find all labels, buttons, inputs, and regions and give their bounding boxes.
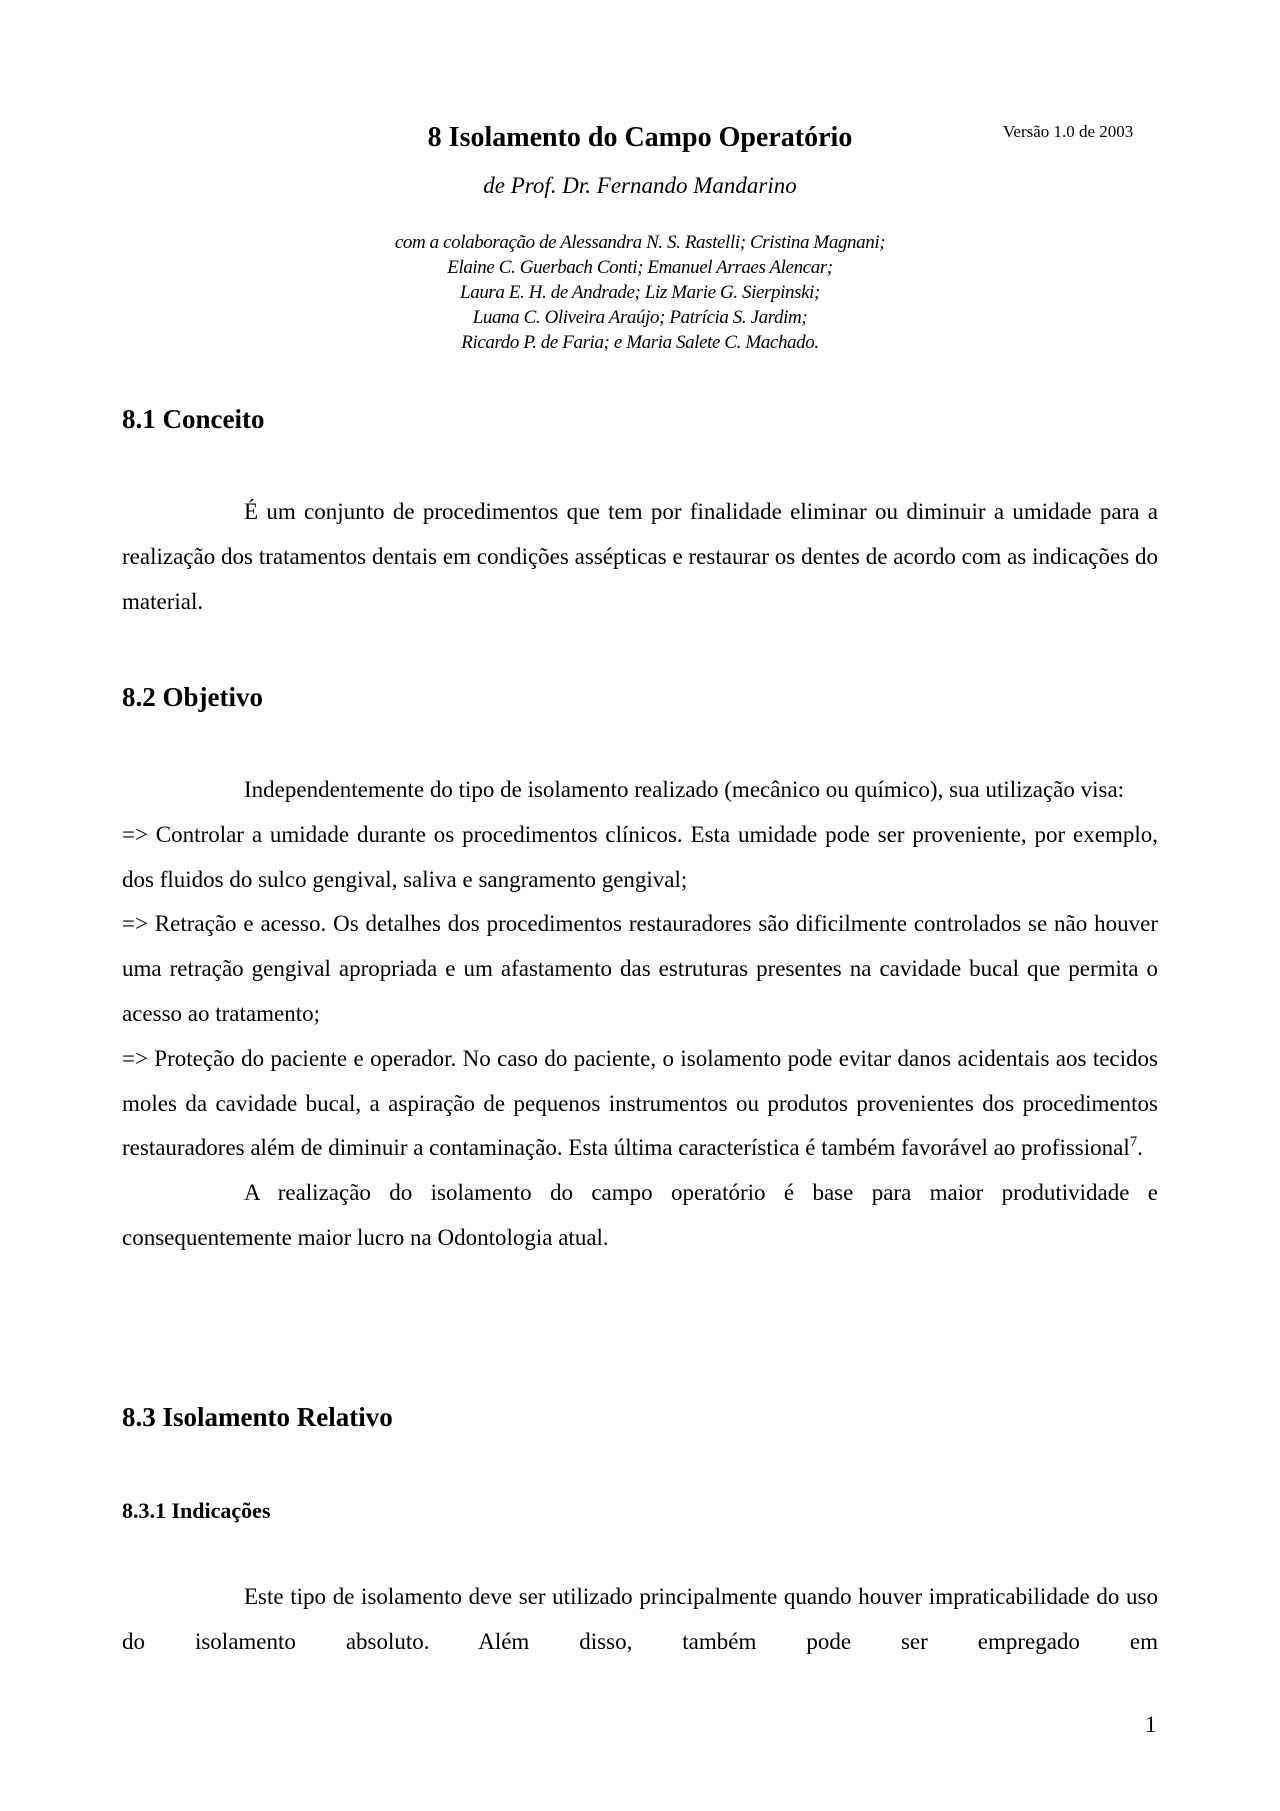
paragraph: Este tipo de isolamento deve ser utilizado principalmente quando houver impraticabilidade do uso do isolamento absoluto. Além disso, também pode ser empregado em [122,1584,1158,1654]
list-item: => Retração e acesso. Os detalhes dos procedimentos restauradores são dificilmente controlados se não houver uma retração gengival apropriada e um afastamento das estruturas presentes na cavidade bucal que permita o acesso ao tratamento; [122,911,1158,1026]
page-number: 1 [1145,1712,1157,1737]
list-item [122,1037,1158,1171]
section-heading-conceito: 8.1 Conceito [122,404,265,434]
collaborators-line: Elaine C. Guerbach Conti; Emanuel Arraes Alencar; [447,257,833,278]
section-heading-objetivo: 8.2 Objetivo [122,682,263,712]
collaborators-line: Laura E. H. de Andrade; Liz Marie G. Sierpinski; [460,282,820,303]
page-title: 8 Isolamento do Campo Operatório [427,122,853,153]
reference-marker: 7 [1129,1134,1138,1151]
section-body-indicacoes [122,1575,1158,1665]
subsection-heading-indicacoes: 8.3.1 Indicações [122,1498,271,1523]
section-body-objetivo [122,768,1158,1261]
collaborators-line: Ricardo P. de Faria; e Maria Salete C. Machado. [461,332,819,353]
collaborators-line: com a colaboração de Alessandra N. S. Rastelli; Cristina Magnani; [394,232,886,253]
collaborators-line: Luana C. Oliveira Araújo; Patrícia S. Jardim; [472,307,808,328]
paragraph: Independentemente do tipo de isolamento realizado (mecânico ou químico), sua utilização visa: [244,777,1125,802]
section-heading-relativo: 8.3 Isolamento Relativo [122,1402,393,1432]
collaborators-block [122,230,1158,355]
paragraph: É um conjunto de procedimentos que tem por finalidade eliminar ou diminuir a umidade para a realização dos tratamentos dentais em condições assépticas e restaurar os dentes de acordo com as indicações do material. [122,499,1158,614]
list-item-end: . [1137,1135,1143,1161]
version-label: Versão 1.0 de 2003 [1003,122,1134,141]
author-line: de Prof. Dr. Fernando Mandarino [483,173,797,198]
section-body-conceito [122,490,1158,624]
list-item: => Controlar a umidade durante os procedimentos clínicos. Esta umidade pode ser proveniente, por exemplo, dos fluidos do sulco gengival, saliva e sangramento gengival; [122,821,1158,892]
list-item-text: => Proteção do paciente e operador. No caso do paciente, o isolamento pode evitar danos acidentais aos tecidos moles da cavidade bucal, a aspiração de pequenos instrumentos ou produtos provenientes dos procedimentos restauradores além de diminuir a contaminação. Esta última característica é também favorável ao profissional [122,1045,1158,1161]
paragraph: A realização do isolamento do campo operatório é base para maior produtividade e consequentemente maior lucro na Odontologia atual. [122,1180,1158,1250]
